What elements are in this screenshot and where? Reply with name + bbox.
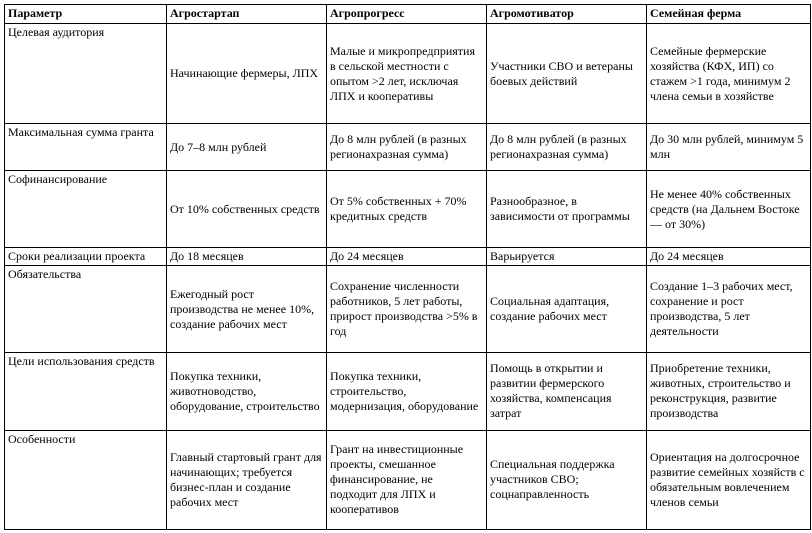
value-cell: До 18 месяцев bbox=[167, 248, 327, 266]
value-cell: Не менее 40% собственных средств (на Дальнем Востоке — от 30%) bbox=[647, 171, 811, 248]
value-cell: Ориентация на долгосрочное развитие семейных хозяйств с обязательным вовлечением членов семьи bbox=[647, 430, 811, 529]
header-agromotivator: Агромотиватор bbox=[487, 5, 647, 24]
param-cell: Цели использования средств bbox=[5, 352, 167, 430]
value-cell: Приобретение техники, животных, строительство и реконструкция, развитие производства bbox=[647, 352, 811, 430]
value-cell: До 24 месяцев bbox=[327, 248, 487, 266]
param-cell: Максимальная сумма гранта bbox=[5, 124, 167, 171]
value-cell: Начинающие фермеры, ЛПХ bbox=[167, 24, 327, 124]
value-cell: До 7–8 млн рублей bbox=[167, 124, 327, 171]
row-max-grant bbox=[5, 124, 811, 171]
value-cell: Помощь в открытии и развитии фермерского хозяйства, компенсация затрат bbox=[487, 352, 647, 430]
param-cell: Сроки реализации проекта bbox=[5, 248, 167, 266]
value-cell: Варьируется bbox=[487, 248, 647, 266]
value-cell: До 8 млн рублей (в разных регионахразная сумма) bbox=[487, 124, 647, 171]
row-project-terms bbox=[5, 248, 811, 266]
value-cell: Семейные фермерские хозяйства (КФХ, ИП) со стажем >1 года, минимум 2 члена семьи в хозяйстве bbox=[647, 24, 811, 124]
value-cell: Грант на инвестиционные проекты, смешанное финансирование, не подходит для ЛПХ и кооперативов bbox=[327, 430, 487, 529]
value-cell: Малые и микропредприятия в сельской местности с опытом >2 лет, исключая ЛПХ и кооперативы bbox=[327, 24, 487, 124]
grant-comparison-table bbox=[4, 4, 811, 530]
param-cell: Особенности bbox=[5, 430, 167, 529]
value-cell: Ежегодный рост производства не менее 10%, создание рабочих мест bbox=[167, 266, 327, 352]
header-family-farm: Семейная ферма bbox=[647, 5, 811, 24]
value-cell: Социальная адаптация, создание рабочих мест bbox=[487, 266, 647, 352]
value-cell: Главный стартовый грант для начинающих; требуется бизнес-план и создание рабочих мест bbox=[167, 430, 327, 529]
value-cell: От 10% собственных средств bbox=[167, 171, 327, 248]
param-cell: Обязательства bbox=[5, 266, 167, 352]
header-row bbox=[5, 5, 811, 24]
row-features bbox=[5, 430, 811, 529]
value-cell: До 30 млн рублей, минимум 5 млн bbox=[647, 124, 811, 171]
value-cell: Сохранение численности работников, 5 лет работы, прирост производства >5% в год bbox=[327, 266, 487, 352]
param-cell: Софинансирование bbox=[5, 171, 167, 248]
row-obligations bbox=[5, 266, 811, 352]
param-cell: Целевая аудитория bbox=[5, 24, 167, 124]
row-fund-usage bbox=[5, 352, 811, 430]
value-cell: Участники СВО и ветераны боевых действий bbox=[487, 24, 647, 124]
header-agroprogress: Агропрогресс bbox=[327, 5, 487, 24]
value-cell: Покупка техники, строительство, модернизация, оборудование bbox=[327, 352, 487, 430]
value-cell: До 24 месяцев bbox=[647, 248, 811, 266]
header-parameter: Параметр bbox=[5, 5, 167, 24]
value-cell: Специальная поддержка участников СВО; соцнаправленность bbox=[487, 430, 647, 529]
row-cofinancing bbox=[5, 171, 811, 248]
value-cell: Разнообразное, в зависимости от программы bbox=[487, 171, 647, 248]
value-cell: От 5% собственных + 70% кредитных средств bbox=[327, 171, 487, 248]
value-cell: Покупка техники, животноводство, оборудование, строительство bbox=[167, 352, 327, 430]
row-target-audience bbox=[5, 24, 811, 124]
header-agrostartap: Агростартап bbox=[167, 5, 327, 24]
value-cell: Создание 1–3 рабочих мест, сохранение и рост производства, 5 лет деятельности bbox=[647, 266, 811, 352]
value-cell: До 8 млн рублей (в разных регионахразная сумма) bbox=[327, 124, 487, 171]
